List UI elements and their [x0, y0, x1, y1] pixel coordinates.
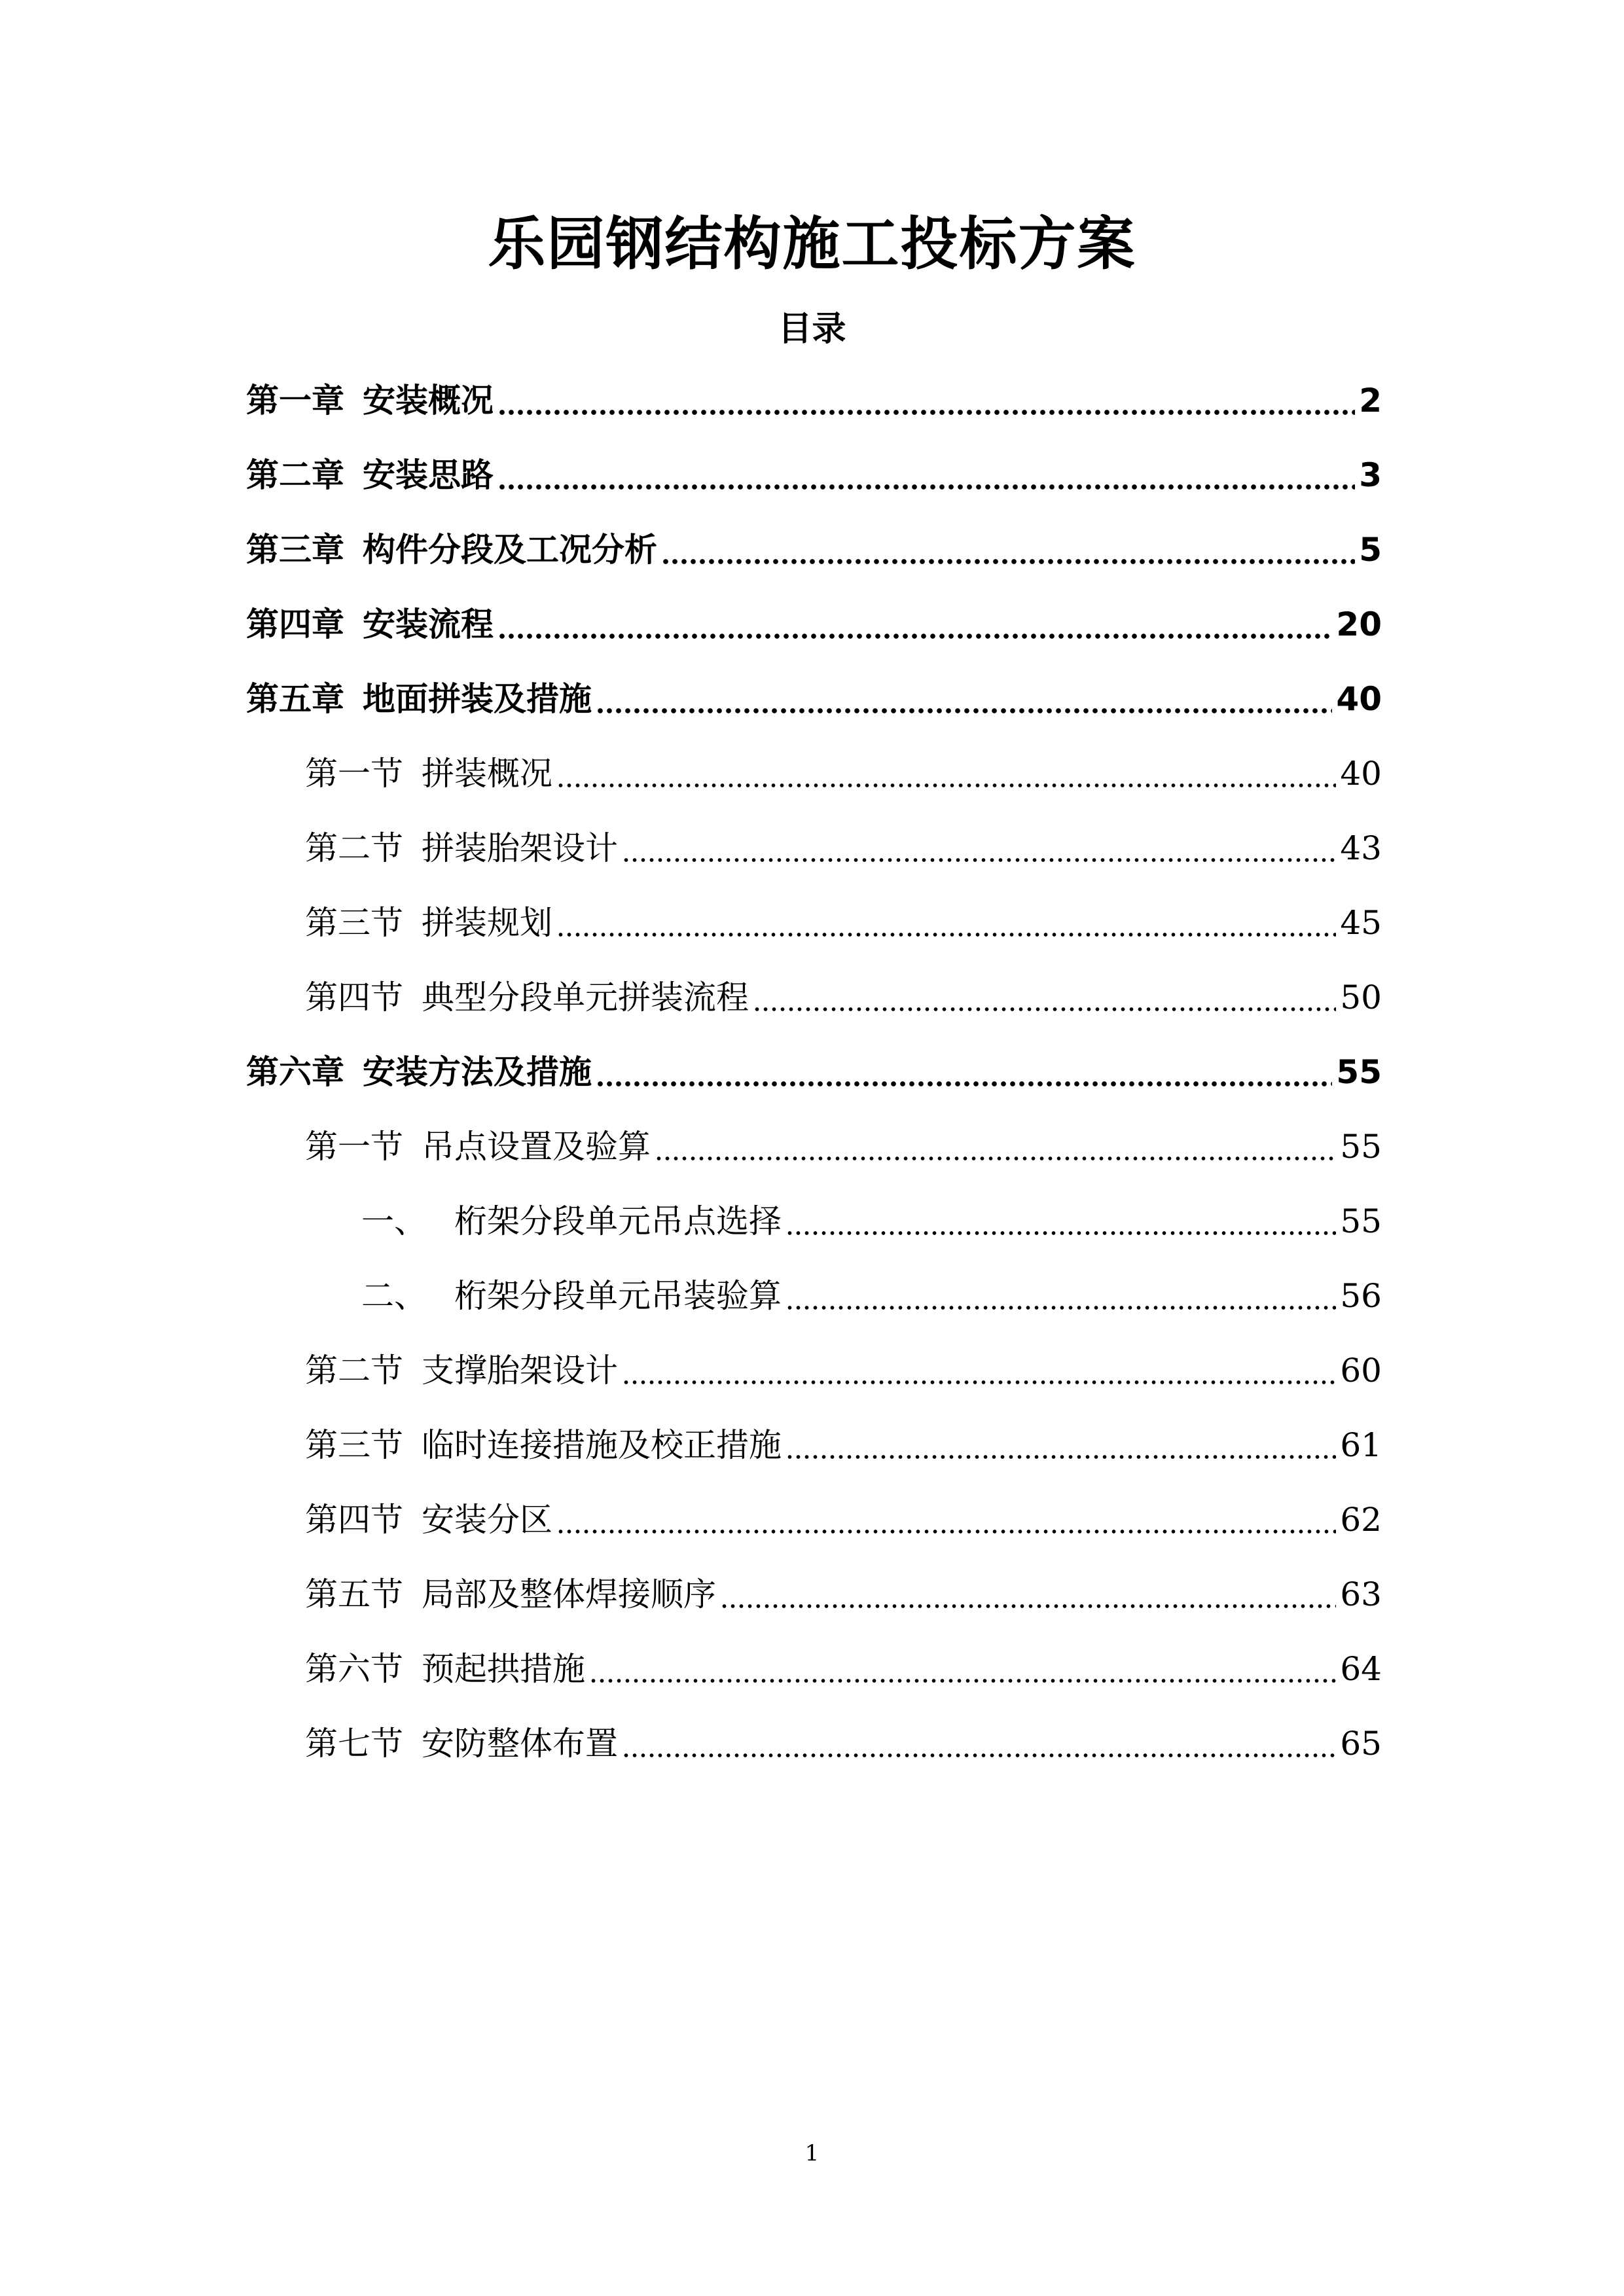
toc-entry-6-section-3[interactable] [305, 1419, 1382, 1471]
toc-entry-page: 55 [1340, 1128, 1382, 1166]
toc-dot-leader [596, 1079, 1332, 1089]
toc-entry-number: 第一节 [305, 755, 403, 793]
toc-entry-6-section-1[interactable] [305, 1121, 1382, 1173]
toc-entry-title: 安装方法及措施 [363, 1053, 592, 1091]
toc-entry-title: 地面拼装及措施 [363, 680, 592, 718]
toc-entry-chapter-6[interactable] [246, 1046, 1382, 1098]
toc-entry-page: 40 [1336, 680, 1382, 718]
toc-entry-6-section-5[interactable] [305, 1568, 1382, 1621]
toc-entry-chapter-2[interactable] [246, 449, 1382, 501]
toc-entry-number: 第三节 [305, 904, 403, 942]
toc-dot-leader [556, 929, 1336, 940]
toc-dot-leader [622, 1750, 1336, 1761]
toc-entry-title: 吊点设置及验算 [422, 1128, 651, 1166]
toc-dot-leader [556, 780, 1336, 791]
toc-entry-number: 第一节 [305, 1128, 403, 1166]
toc-entry-chapter-3[interactable] [246, 524, 1382, 576]
toc-entry-page: 50 [1340, 978, 1382, 1016]
toc-dot-leader [589, 1676, 1336, 1686]
toc-entry-page: 5 [1359, 531, 1382, 569]
toc-entry-title: 安装思路 [363, 456, 494, 494]
toc-entry-5-section-2[interactable] [305, 822, 1382, 874]
toc-dot-leader [785, 1452, 1336, 1462]
toc-entry-chapter-5[interactable] [246, 673, 1382, 725]
toc-entry-number: 第三章 [246, 531, 344, 569]
toc-entry-page: 40 [1340, 755, 1382, 793]
page-number: 1 [804, 2140, 820, 2166]
toc-entry-page: 20 [1336, 605, 1382, 643]
toc-entry-title: 拼装规划 [422, 904, 552, 942]
toc-entry-number: 第七节 [305, 1725, 403, 1763]
toc-entry-title: 安装分区 [422, 1501, 552, 1539]
toc-entry-number: 第三节 [305, 1426, 403, 1464]
toc-entry-title: 桁架分段单元吊装验算 [454, 1277, 782, 1315]
toc-entry-number: 第二章 [246, 456, 344, 494]
toc-entry-page: 61 [1340, 1426, 1382, 1464]
toc-entry-chapter-4[interactable] [246, 598, 1382, 651]
toc-entry-title: 典型分段单元拼装流程 [422, 978, 749, 1016]
toc-dot-leader [622, 855, 1336, 865]
toc-entry-title: 构件分段及工况分析 [363, 531, 657, 569]
toc-entry-number: 第四节 [305, 978, 403, 1016]
toc-entry-title: 安防整体布置 [422, 1725, 618, 1763]
toc-dot-leader [785, 1228, 1336, 1238]
toc-entry-title: 临时连接措施及校正措施 [422, 1426, 782, 1464]
toc-entry-5-section-4[interactable] [305, 971, 1382, 1024]
toc-entry-page: 2 [1359, 382, 1382, 420]
toc-dot-leader [622, 1377, 1336, 1388]
toc-entry-number: 第二节 [305, 829, 403, 867]
toc-entry-page: 45 [1340, 904, 1382, 942]
toc-entry-number: 第二节 [305, 1352, 403, 1390]
toc-entry-number: 第五节 [305, 1575, 403, 1613]
toc-entry-title: 局部及整体焊接顺序 [422, 1575, 716, 1613]
toc-entry-page: 55 [1340, 1202, 1382, 1240]
toc-entry-number: 第四节 [305, 1501, 403, 1539]
toc-entry-number: 第六节 [305, 1650, 403, 1688]
toc-entry-page: 60 [1340, 1352, 1382, 1390]
toc-dot-leader [497, 631, 1332, 641]
toc-entry-title: 拼装胎架设计 [422, 829, 618, 867]
toc-entry-5-section-3[interactable] [305, 897, 1382, 949]
toc-entry-6-section-4[interactable] [305, 1494, 1382, 1546]
toc-dot-leader [661, 556, 1355, 567]
toc-entry-title: 桁架分段单元吊点选择 [454, 1202, 782, 1240]
toc-dot-leader [497, 482, 1355, 492]
toc-dot-leader [753, 1004, 1336, 1014]
toc-entry-6-1-item-1[interactable] [361, 1195, 1382, 1247]
toc-entry-chapter-1[interactable] [246, 374, 1382, 427]
toc-entry-page: 3 [1359, 456, 1382, 494]
toc-entry-5-section-1[interactable] [305, 747, 1382, 800]
toc-dot-leader [655, 1153, 1336, 1164]
toc-entry-number: 第四章 [246, 605, 344, 643]
toc-entry-title: 安装流程 [363, 605, 494, 643]
toc-entry-page: 65 [1340, 1725, 1382, 1763]
toc-heading: 目录 [778, 310, 846, 349]
toc-dot-leader [596, 706, 1332, 716]
toc-entry-title: 拼装概况 [422, 755, 552, 793]
toc-dot-leader [785, 1302, 1336, 1313]
toc-entry-6-1-item-2[interactable] [361, 1270, 1382, 1322]
toc-entry-number: 二、 [361, 1277, 427, 1315]
toc-entry-page: 63 [1340, 1575, 1382, 1613]
toc-entry-page: 55 [1336, 1053, 1382, 1091]
toc-entry-6-section-6[interactable] [305, 1643, 1382, 1695]
toc-dot-leader [556, 1526, 1336, 1537]
toc-entry-page: 62 [1340, 1501, 1382, 1539]
toc-entry-6-section-2[interactable] [305, 1344, 1382, 1397]
toc-dot-leader [497, 407, 1355, 418]
toc-entry-6-section-7[interactable] [305, 1717, 1382, 1770]
toc-entry-page: 64 [1340, 1650, 1382, 1688]
toc-dot-leader [720, 1601, 1336, 1611]
toc-entry-number: 第一章 [246, 382, 344, 420]
toc-entry-page: 56 [1340, 1277, 1382, 1315]
document-title: 乐园钢结构施工投标方案 [488, 210, 1136, 278]
toc-entry-number: 一、 [361, 1202, 427, 1240]
toc-entry-title: 安装概况 [363, 382, 494, 420]
toc-entry-title: 预起拱措施 [422, 1650, 585, 1688]
toc-entry-title: 支撑胎架设计 [422, 1352, 618, 1390]
toc-entry-page: 43 [1340, 829, 1382, 867]
toc-entry-number: 第五章 [246, 680, 344, 718]
toc-entry-number: 第六章 [246, 1053, 344, 1091]
